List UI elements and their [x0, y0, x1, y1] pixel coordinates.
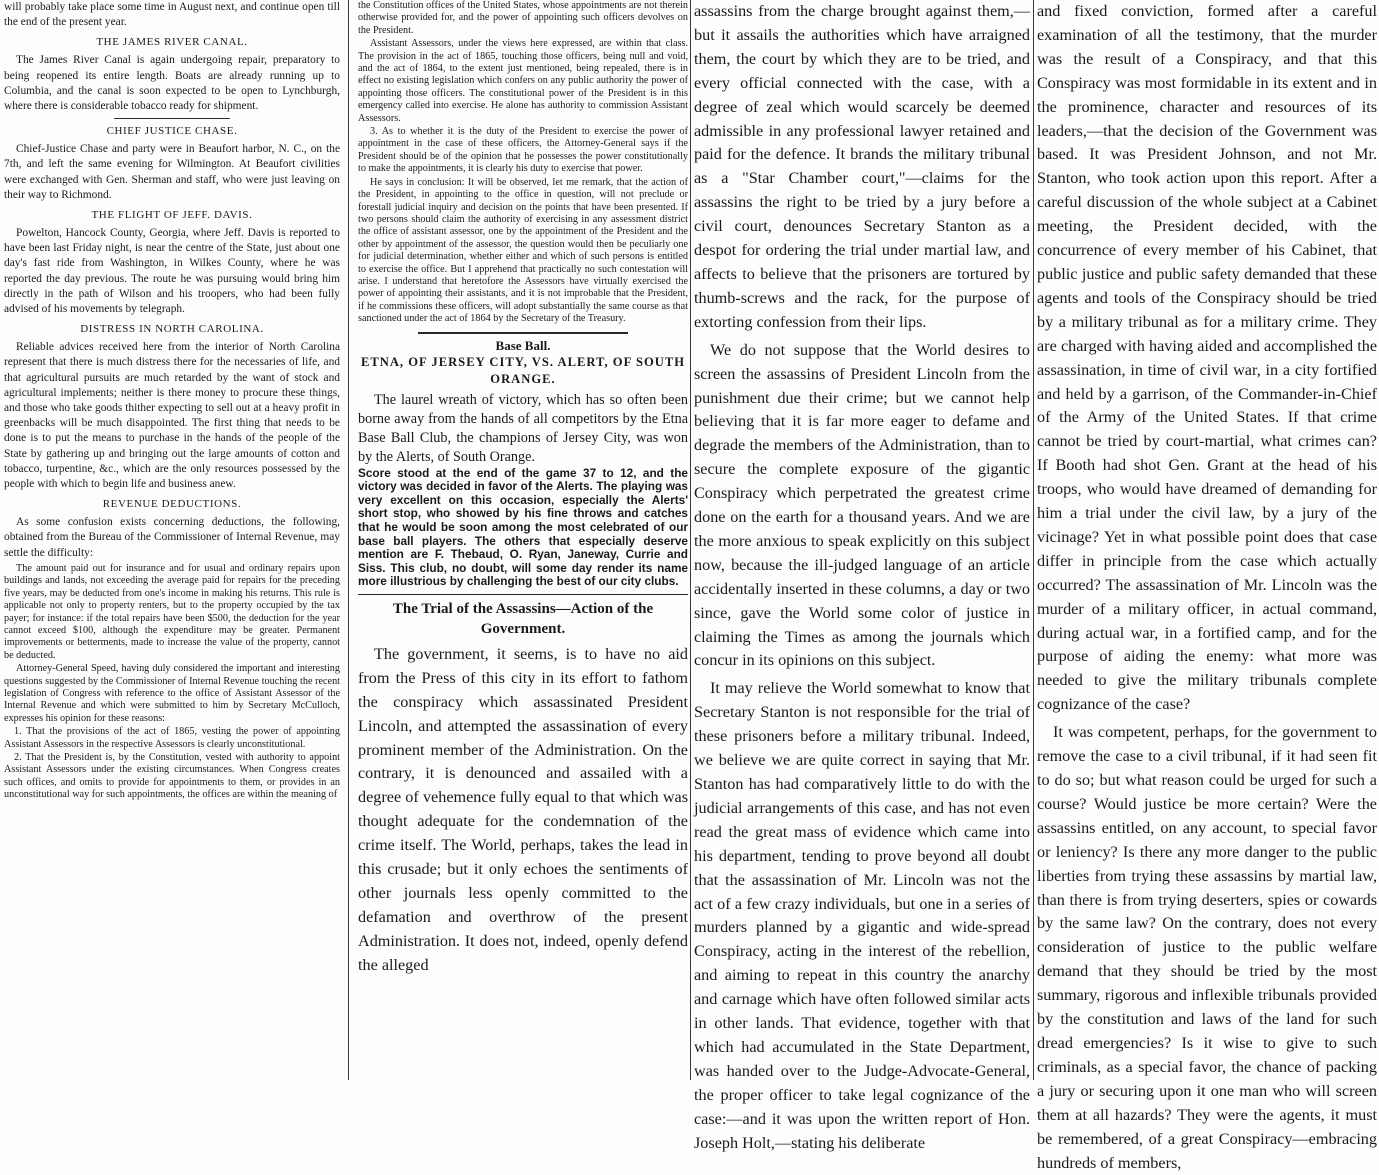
article-paragraph: assassins from the charge brought against them,—but it assails the authorities which have arraigned them, the court by which they are to be tried, and every official connected with the case, with a degree of zeal which would scarcely be deemed admissible in any professional lawyer retained and paid for the defence. It brands the military tribunal as a "Star Chamber court,"—claims for the assassins the right to be tried by a jury before a civil court, denounces Secretary Stanton as a despot for ordering the trial under martial law, and affects to believe that the prisoners are tortured by thumb-screws and the rack, for the purpose of extorting confession from their lips. [694, 2, 1030, 331]
article-title: The Trial of the Assassins—Action of the Government. [392, 600, 654, 637]
article-paragraph: It was competent, perhaps, for the government to remove the case to a civil tribunal, if it had seen fit to do so; but what reason could be urged for such a course? Would justice be more certain? Were the assassins entitled, on any account, to special favor or leniency? Is there any more danger to the public liberties from trying these assassins by martial law, than there is from trying deserters, spies or cowards by the same law? On the contrary, does not every consideration of justice to the public welfare demand that they should be tried by the most summary, rigorous and inflexible tribunals provided by the constitution and laws of the land for such dread emergencies? Is it wise to give to such criminals, as a special favor, the chance of packing a jury or securing upon it one man who will screen them at all hazards? They were the agents, it must be remembered, of a great Conspiracy—embracing hundreds of members, [1037, 723, 1377, 1172]
column-rule [690, 0, 691, 1080]
article-paragraph: We do not suppose that the World desires to screen the assassins of President Lincoln from the punishment due their crime; but we cannot help believing that it is far more eager to defame and degrade the members of the Administration, than to secure the complete exposure of the gigantic Conspiracy which perpetrated the greatest crime done on the earth for a thousand years. And we are the more anxious to speak explicitly on this subject now, because the ill-judged language of an article accidentally inserted in these columns, a day or two since, gave the World some color of justice in claiming the Times as among the journals which concur in its opinions on this subject. [694, 340, 1030, 670]
article-paragraph: The laurel wreath of victory, which has so often been borne away from the hands of all competitors by the Etna Base Ball Club, the champions of Jersey City, was won by the Alerts, of South Orange. [358, 391, 688, 465]
divider [358, 594, 688, 595]
divider [114, 118, 230, 119]
article-paragraph: Attorney-General Speed, having duly considered the important and interesting questions suggested by the Commissioner of Internal Revenue touching the recent legislation of Congress with reference to the office of Assistant Assessor of the Internal Revenue and which were submitted to him by Secretary McCulloch, expresses his opinion for these reasons: [4, 663, 340, 724]
article-paragraph: It may relieve the World somewhat to know that Secretary Stanton is not responsible for the trial of these prisoners before a military tribunal. Indeed, we believe we are quite correct in saying that Mr. Stanton has had comparatively little to do with the judicial arrangements of this case, and has not even read the great mass of evidence which came into his department, tending to prove beyond all doubt that the assassination of Mr. Lincoln was not the act of a few crazy individuals, but one in a series of murders planned by a gigantic and wide-spread Conspiracy, acting in the interest of the rebellion, and aiming to repeat in this country the anarchy and carnage which have often followed similar acts in other lands. That evidence, together with that which had accumulated in the State Department, was handed over to the Judge-Advocate-General, the proper officer to take legal cognizance of the case:—and it was upon the written report of Hon. Joseph Holt,—stating his deliberate [694, 679, 1030, 1152]
column-1 [4, 0, 340, 1080]
article-paragraph: The government, it seems, is to have no aid from the Press of this city in its effort to fathom the conspiracy which assassinated President Lincoln, and attempted the assassination of every prominent member of the Administration. On the contrary, it is denounced and assailed with a degree of vehemence fully equal to that which was thought adequate for the condemnation of the crime itself. The World, perhaps, takes the lead in this crusade; but it only echoes the sentiments of other journals less openly committed to the defamation and overthrow of the present Administration. It does not, indeed, openly defend the alleged [358, 644, 688, 974]
section-heading: THE JAMES RIVER CANAL. [96, 36, 248, 49]
article-paragraph: The amount paid out for insurance and for usual and ordinary repairs upon buildings and lands, not exceeding the average paid for repairs for the preceding five years, may be deducted from one's income in making his returns. This rule is applicable not only to property renters, but to the property occupied by the tax payer; for instance: if the total repairs have been $500, the deduction for the year cannot exceed $100, although the expenditure may be greater. Permanent improvements or betterments, made to increase the value of the property, cannot be deducted. [4, 562, 340, 661]
article-subtitle: ETNA, OF JERSEY CITY, VS. ALERT, OF SOUTH ORANGE. [360, 354, 686, 386]
article-paragraph: As some confusion exists concerning deductions, the following, obtained from the Bureau of the Commissioner of Internal Revenue, may settle the difficulty: [4, 516, 340, 559]
column-rule [348, 0, 349, 1080]
article-title: Base Ball. [495, 337, 551, 353]
column-4 [1037, 0, 1377, 1172]
list-item: 2. That the President is, by the Constitution, vested with authority to appoint Assistant Assessors under the existing circumstances. When Congress creates such offices, and omits to provide for appointments to them, or provides in an unconstitutional way for such appointments, the offices are within the meaning of [4, 751, 340, 801]
article-paragraph: He says in conclusion: It will be observed, let me remark, that the action of the President, in appointing to the office in question, will not preclude or forestall judicial inquiry and decision on the points that have been presented. If two persons should claim the authority of exercising in any assessment district the office of assistant assessor, one by the appointment of the President and the other by appointment of the assessor, the question would then be peculiarly one for judicial determination, whether either and which of such persons is entitled to exercise the office. But I apprehend that practically no such contestation will arise. I understand that heretofore the Assessors have virtually exercised the power of appointing their assistants, and it is not improbable that the President, if he commissions these officers, will adopt substantially the same course as that sanctioned under the act of 1864 by the Secretary of the Treasury. [358, 176, 688, 325]
column-rule [1033, 0, 1034, 1080]
article-paragraph: and fixed conviction, formed after a careful examination of all the testimony, that the murder was the result of a Conspiracy, and that this Conspiracy was most formidable in its extent and in the prominence, character and resources of its leaders,—that the decision of the Government was based. It was President Johnson, and not Mr. Stanton, who took action upon this report. After a careful discussion of the whole subject at a Cabinet meeting, the President decided, with the concurrence of every member of his Cabinet, that public justice and public safety demanded that these agents and tools of the Conspiracy should be tried by a military tribunal as for a military crime. They are charged with having aided and accomplished the assassination, in time of civil war, in a city fortified and held by a garrison, of the Commander-in-Chief of the Army of the United States. If that crime cannot be tried by court-martial, what crimes can? If Booth had shot Gen. Grant at the head of his troops, who would have dreamed of demanding for him a trial under the civil law, by a jury of the vicinage? Yet in what possible point does that case differ in principle from the case which actually occurred? The assassination of Mr. Lincoln was the murder of a military officer, in actual command, during actual war, in a fortified camp, and for the purpose of aiding the enemy: what more was needed to give the military tribunals complete cognizance of the case? [1037, 2, 1377, 714]
article-paragraph: The James River Canal is again undergoing repair, preparatory to being reopened its entire length. Boats are already running up to Columbia, and the canal is soon expected to be open to Lynchburgh, where there is considerable tobacco ready for shipment. [4, 54, 340, 113]
column-2 [358, 0, 688, 1080]
divider [418, 332, 628, 334]
list-item: 1. That the provisions of the act of 1865, vesting the power of appointing Assistant Assessors in the respective Assessors is clearly unconstitutional. [4, 726, 340, 750]
column-3 [694, 0, 1030, 1152]
section-heading: CHIEF JUSTICE CHASE. [106, 125, 238, 138]
intro-text: will probably take place some time in August next, and continue open till the end of the present year. [4, 1, 340, 29]
article-paragraph: Chief-Justice Chase and party were in Beaufort harbor, N. C., on the 7th, and left the same evening for Wilmington. At Beaufort civilities were exchanged with Gen. Sherman and staff, who were just leaving on their way to Richmond. [4, 143, 340, 201]
article-paragraph: Assistant Assessors, under the views here expressed, are within that class. The provision in the act of 1865, touching those officers, being null and void, and the act of 1864, to the extent just mentioned, being repealed, there is in effect no existing legislation which confers on any public authority the power of appointing those officers. The constitutional power of the President is in this emergency called into exercise. He alone has authority to commission Assistant Assessors. [358, 38, 688, 124]
article-paragraph: Powelton, Hancock County, Georgia, where Jeff. Davis is reported to have been last Friday night, is near the centre of the State, just about one day's fast ride from Washington, in Wilkes County, where he was reported the day previous. The route he was pursuing would bring him directly in the path of Wilson and his troopers, who had been fully advised of his movements by telegraph. [4, 227, 340, 316]
article-paragraph: the Constitution offices of the United States, whose appointments are not therein otherwise provided for, and the power of appointing such officers devolves on the President. [358, 0, 688, 36]
article-paragraph: 3. As to whether it is the duty of the President to exercise the power of appointment in the case of these officers, the Attorney-General says if the President should be of the opinion that he possesses the power constitutionally to make the appointments, it is clearly his duty to exercise that power. [358, 126, 688, 175]
section-heading: THE FLIGHT OF JEFF. DAVIS. [91, 209, 253, 222]
section-heading: REVENUE DEDUCTIONS. [102, 498, 242, 511]
article-paragraph: Score stood at the end of the game 37 to 12, and the victory was decided in favor of the Alerts. The playing was very excellent on this occasion, especially the Alerts' short stop, who showed by his fine throws and catches that he would be soon among the most celebrated of our base ball players. The others that especially deserve mention are F. Thebaud, O. Ryan, Janeway, Currie and Siss. This club, no doubt, will some day render its name more illustrious by challenging the best of our city clubs. [358, 465, 688, 589]
section-heading: DISTRESS IN NORTH CAROLINA. [80, 323, 264, 336]
article-paragraph: Reliable advices received here from the interior of North Carolina represent that there is much distress there for the necessaries of life, and that agricultural pursuits are much retarded by the want of stock and agricultural implements; neither is there money to procure these things, and those who take goods thither expecting to sell out at a heavy profit in greenbacks will be much disappointed. The first thing that needs to be done is to put the means to purchase in the hands of the people of the State by gathering up and bringing out the large amounts of cotton and tobacco, turpentine, &c., which are the only resources possessed by the people with which to begin life and business anew. [4, 341, 340, 491]
